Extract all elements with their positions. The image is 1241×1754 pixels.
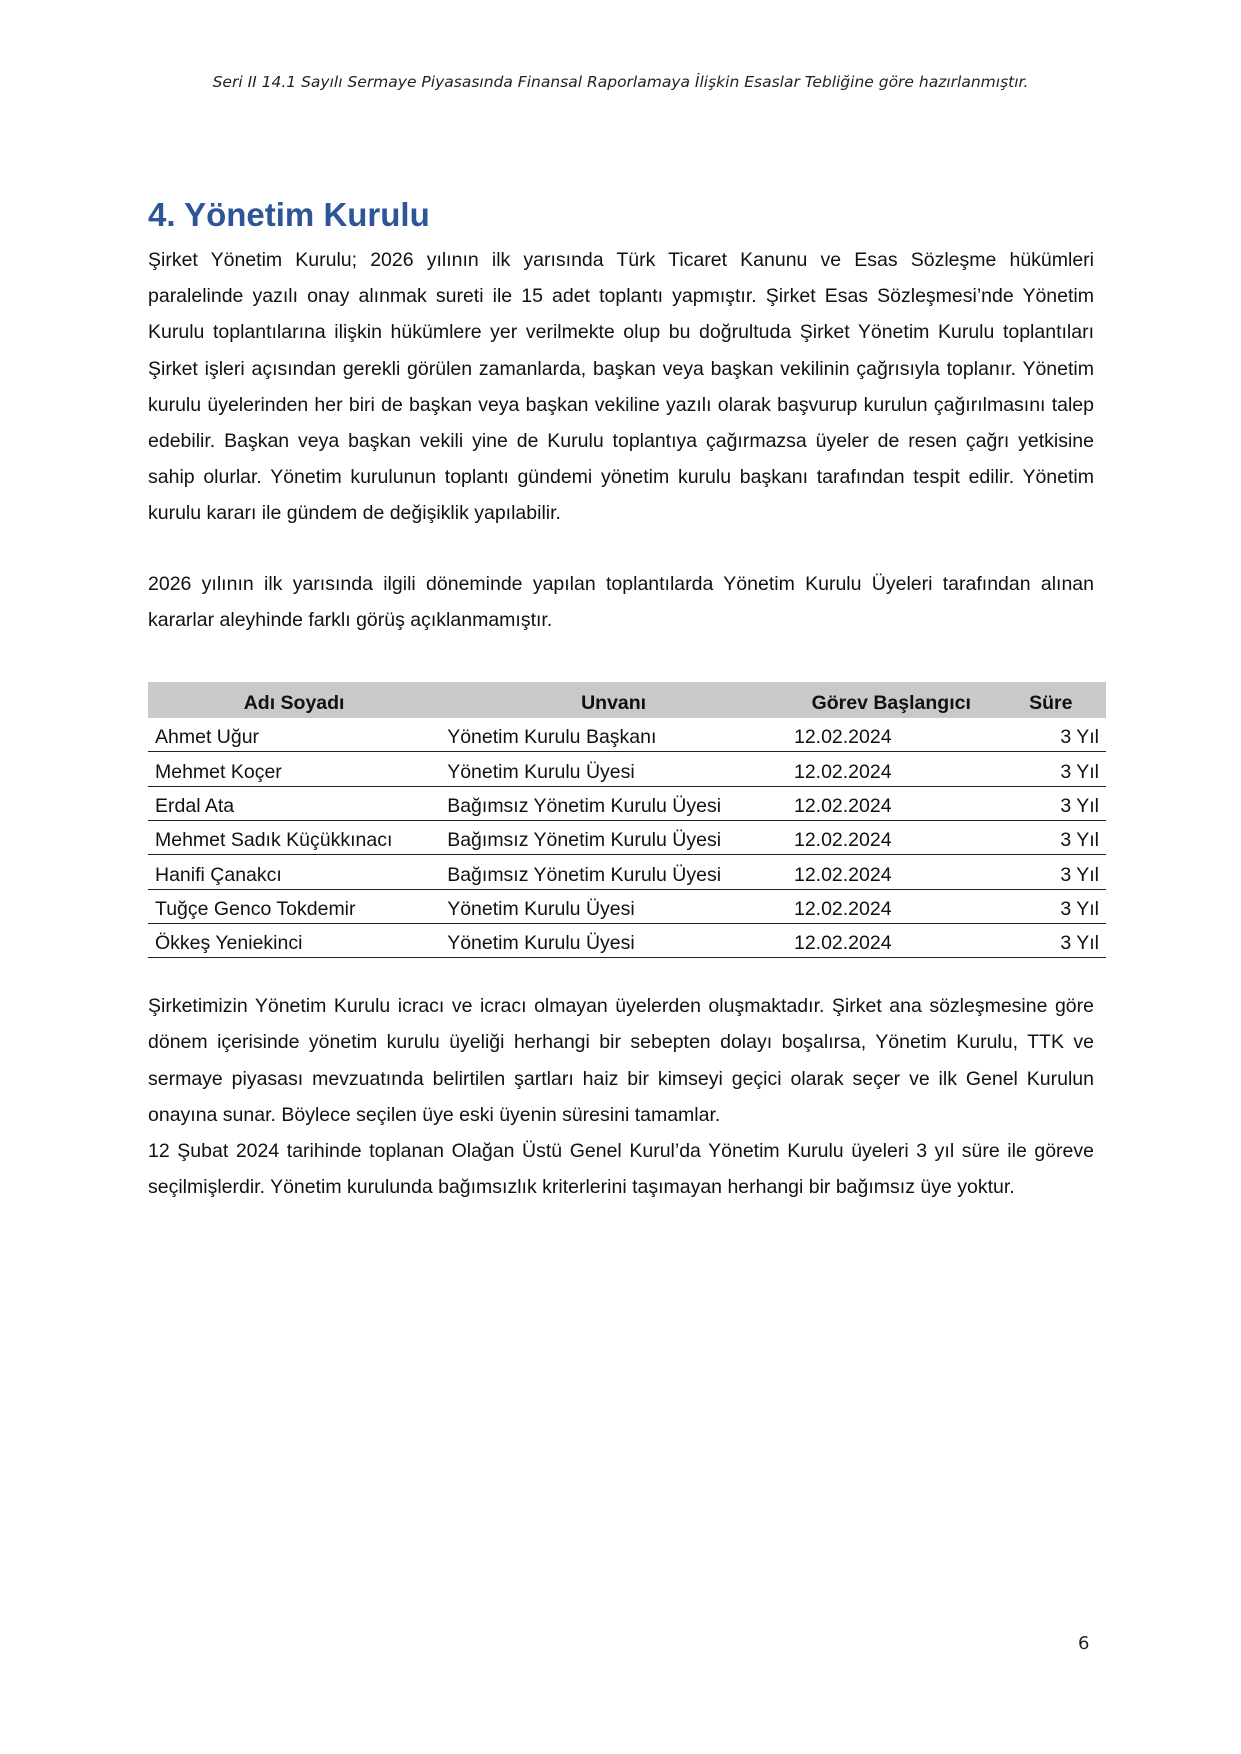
- section-title: 4. Yönetim Kurulu: [148, 196, 430, 233]
- member-start-date: 12.02.2024: [787, 786, 996, 820]
- member-title: Bağımsız Yönetim Kurulu Üyesi: [440, 786, 787, 820]
- board-members-table: [148, 682, 1106, 958]
- member-name: Ökkeş Yeniekinci: [148, 923, 440, 957]
- member-name: Erdal Ata: [148, 786, 440, 820]
- member-title: Yönetim Kurulu Üyesi: [440, 752, 787, 786]
- member-term: 3 Yıl: [995, 820, 1106, 854]
- member-title: Bağımsız Yönetim Kurulu Üyesi: [440, 855, 787, 889]
- dissent-paragraph: 2026 yılının ilk yarısında ilgili döneminde yapılan toplantılarda Yönetim Kurulu Üyeleri tarafından alınan kararlar aleyhinde farklı görüş açıklanmamıştır.: [148, 572, 1094, 631]
- member-title: Yönetim Kurulu Üyesi: [440, 889, 787, 923]
- page-number: 6: [1078, 1633, 1090, 1654]
- member-start-date: 12.02.2024: [787, 889, 996, 923]
- member-name: Mehmet Sadık Küçükkınacı: [148, 820, 440, 854]
- member-name: Hanifi Çanakcı: [148, 855, 440, 889]
- column-header-start: Görev Başlangıcı: [787, 682, 996, 718]
- column-header-name: Adı Soyadı: [148, 682, 440, 718]
- member-name: Tuğçe Genco Tokdemir: [148, 889, 440, 923]
- election-paragraph: 12 Şubat 2024 tarihinde toplanan Olağan Üstü Genel Kurul’da Yönetim Kurulu üyeleri 3 yıl süre ile göreve seçilmişlerdir. Yönetim kurulunda bağımsızlık kriterlerini taşımayan herhangi bir bağımsız üye yoktur.: [148, 1139, 1094, 1199]
- table-row: [148, 923, 1106, 957]
- member-term: 3 Yıl: [995, 923, 1106, 957]
- column-header-term: Süre: [995, 682, 1106, 718]
- member-start-date: 12.02.2024: [787, 820, 996, 854]
- table-row: [148, 752, 1106, 786]
- member-start-date: 12.02.2024: [787, 923, 996, 957]
- table-row: [148, 820, 1106, 854]
- member-name: Mehmet Koçer: [148, 752, 440, 786]
- member-term: 3 Yıl: [995, 718, 1106, 752]
- member-start-date: 12.02.2024: [787, 855, 996, 889]
- member-title: Yönetim Kurulu Üyesi: [440, 923, 787, 957]
- table-header-row: [148, 682, 1106, 718]
- table-row: [148, 889, 1106, 923]
- member-term: 3 Yıl: [995, 889, 1106, 923]
- member-term: 3 Yıl: [995, 855, 1106, 889]
- page-content: [148, 192, 1099, 1205]
- intro-paragraph: Şirket Yönetim Kurulu; 2026 yılının ilk yarısında Türk Ticaret Kanunu ve Esas Sözleşme hükümleri paralelinde yazılı onay alınmak sureti ile 15 adet toplantı yapmıştır. Şirket Esas Sözleşmesi’nde Yönetim Kurulu toplantılarına ilişkin hükümlere yer verilmekte olup bu doğrultuda Şirket Yönetim Kurulu toplantıları Şirket işleri açısından gerekli görülen zamanlarda, başkan veya başkan vekilinin çağrısıyla toplanır. Yönetim kurulu üyelerinden her biri de başkan veya başkan vekiline yazılı olarak başvurup kurulun çağırılmasını talep edebilir. Başkan veya başkan vekili yine de Kurulu toplantıya çağırmazsa üyeler de resen çağrı yetkisine sahip olurlar. Yönetim kurulunun toplantı gündemi yönetim kurulu başkanı tarafından tespit edilir. Yönetim kurulu kararı ile gündem de değişiklik yapılabilir.: [148, 249, 1094, 525]
- table-row: [148, 786, 1106, 820]
- member-title: Yönetim Kurulu Başkanı: [440, 718, 787, 752]
- column-header-title: Unvanı: [440, 682, 787, 718]
- page-header: Seri II 14.1 Sayılı Sermaye Piyasasında Finansal Raporlamaya İlişkin Esaslar Tebliğine göre hazırlanmıştır.: [212, 73, 1029, 91]
- member-title: Bağımsız Yönetim Kurulu Üyesi: [440, 820, 787, 854]
- member-term: 3 Yıl: [995, 752, 1106, 786]
- member-term: 3 Yıl: [995, 786, 1106, 820]
- member-name: Ahmet Uğur: [148, 718, 440, 752]
- composition-paragraph: Şirketimizin Yönetim Kurulu icracı ve icracı olmayan üyelerden oluşmaktadır. Şirket ana sözleşmesine göre dönem içerisinde yönetim kurulu üyeliği herhangi bir sebepten dolayı boşalırsa, Yönetim Kurulu, TTK ve sermaye piyasası mevzuatında belirtilen şartları haiz bir kimseyi geçici olarak seçer ve ilk Genel Kurulun onayına sunar. Böylece seçilen üye eski üyenin süresini tamamlar.: [148, 995, 1094, 1126]
- table-row: [148, 718, 1106, 752]
- member-start-date: 12.02.2024: [787, 752, 996, 786]
- member-start-date: 12.02.2024: [787, 718, 996, 752]
- table-row: [148, 855, 1106, 889]
